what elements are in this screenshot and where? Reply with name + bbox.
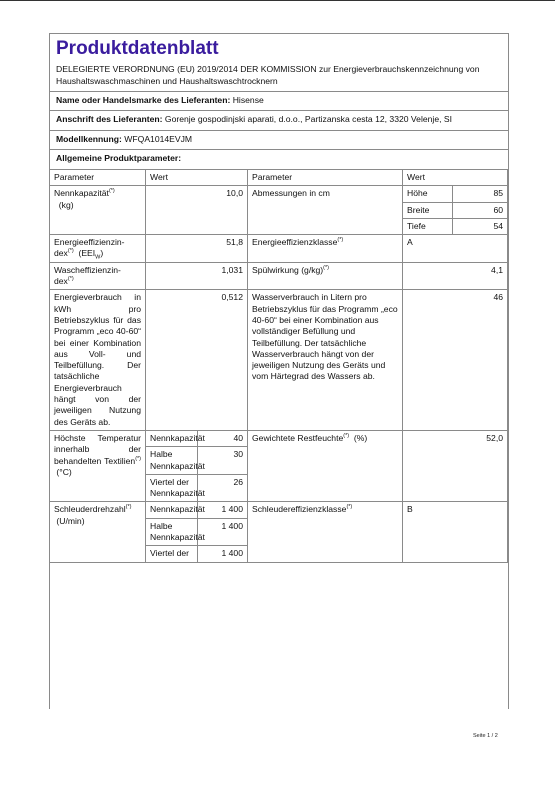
spin-class-value: B	[403, 502, 508, 562]
table-header-row	[50, 170, 508, 186]
temp-quarter-value: 26	[198, 474, 248, 502]
spin-half-value: 1 400	[198, 518, 248, 546]
table-row	[50, 290, 508, 431]
table-row	[50, 430, 508, 446]
spin-rated-value: 1 400	[198, 502, 248, 518]
energy-consumption-label: Energieverbrauch in kWh pro Betriebszyklus für das Programm „eco 40-60“ bei einer Kombination aus Voll- und Teilbefüllung. Der tatsächliche Energieverbrauch hängt von der jeweiligen Nutzung des Geräts ab.	[50, 290, 146, 431]
temp-quarter-label: Viertel der Nennkapazität	[146, 474, 198, 502]
depth-label: Tiefe	[403, 218, 453, 234]
table-row	[50, 262, 508, 290]
address-value: Gorenje gospodinjski aparati, d.o.o., Partizanska cesta 12, 3320 Velenje, SI	[164, 113, 453, 124]
capacity-value: 10,0	[146, 186, 248, 235]
general-parameters-heading: Allgemeine Produktparameter:	[50, 149, 508, 170]
supplier-row	[50, 91, 508, 110]
depth-value: 54	[453, 218, 508, 234]
width-label: Breite	[403, 202, 453, 218]
rinse-label: Spülwirkung (g/kg)(*)	[248, 262, 403, 290]
product-data-sheet	[49, 33, 509, 709]
eei-label: Energieeffizienzin- dex(*) $(EEI_W)$	[50, 235, 146, 263]
header-value-2: Wert	[403, 170, 508, 186]
residual-moisture-label: Gewichtete Restfeuchte(*) (%)	[248, 430, 403, 501]
rinse-value: 4,1	[403, 262, 508, 290]
temp-rated-label: Nennkapazität	[146, 430, 198, 446]
page-title: Produktdatenblatt	[56, 38, 219, 59]
top-border-line	[0, 0, 555, 1]
spin-speed-label: Schleuderdrehzahl(*) (U/min)	[50, 502, 146, 562]
height-label: Höhe	[403, 186, 453, 202]
temp-rated-value: 40	[198, 430, 248, 446]
table-row	[50, 186, 508, 202]
address-label: Anschrift des Lieferanten:	[56, 113, 163, 124]
capacity-label: Nennkapazität(*) (kg)	[50, 186, 146, 235]
page-number: Seite 1 / 2	[473, 733, 498, 739]
water-consumption-label: Wasserverbrauch in Litern pro Betriebszyklus für das Programm „eco 40-60“ bei einer Kombination aus vollständiger Befüllung und Teilbefüllung. Der tatsächliche Wasserverbrauch hängt von der jeweiligen Nutzung des Geräts und vom Härtegrad des Wassers ab.	[248, 290, 403, 431]
temp-half-value: 30	[198, 447, 248, 475]
energy-consumption-value: 0,512	[146, 290, 248, 431]
header-parameter-2: Parameter	[248, 170, 403, 186]
energy-class-label: Energieeffizienzklasse(*)	[248, 235, 403, 263]
water-consumption-value: 46	[403, 290, 508, 431]
spin-quarter-label: Viertel der	[146, 546, 198, 562]
address-row	[50, 110, 508, 131]
table-row	[50, 235, 508, 263]
spin-half-label: Halbe Nennkapazität	[146, 518, 198, 546]
supplier-label: Name oder Handelsmarke des Lieferanten:	[56, 95, 231, 105]
height-value: 85	[453, 186, 508, 202]
header-parameter: Parameter	[50, 170, 146, 186]
supplier-value: Hisense	[232, 95, 264, 105]
spin-rated-label: Nennkapazität	[146, 502, 198, 518]
model-label: Modellkennung:	[56, 134, 122, 144]
wash-efficiency-label: Wascheffizienzin- dex(*)	[50, 262, 146, 290]
residual-moisture-value: 52,0	[403, 430, 508, 501]
max-temperature-label: Höchste Temperatur innerhalb der behandelten Textilien(*) (°C)	[50, 430, 146, 501]
regulation-text: DELEGIERTE VERORDNUNG (EU) 2019/2014 DER KOMMISSION zur Energieverbrauchskennzeichnung von Haushaltswaschmaschinen und Haushaltswaschtrocknern	[56, 64, 480, 86]
model-value: WFQA1014EVJM	[124, 134, 193, 144]
width-value: 60	[453, 202, 508, 218]
eei-value: 51,8	[146, 235, 248, 263]
wash-efficiency-value: 1,031	[146, 262, 248, 290]
spin-class-label: Schleudereffizienzklasse(*)	[248, 502, 403, 562]
dimensions-label: Abmessungen in cm	[248, 186, 403, 235]
table-row	[50, 502, 508, 518]
spin-quarter-value: 1 400	[198, 546, 248, 562]
parameters-table	[49, 169, 508, 563]
temp-half-label: Halbe Nennkapazität	[146, 447, 198, 475]
model-row	[50, 130, 508, 149]
header-value: Wert	[146, 170, 248, 186]
energy-class-value: A	[403, 235, 508, 263]
